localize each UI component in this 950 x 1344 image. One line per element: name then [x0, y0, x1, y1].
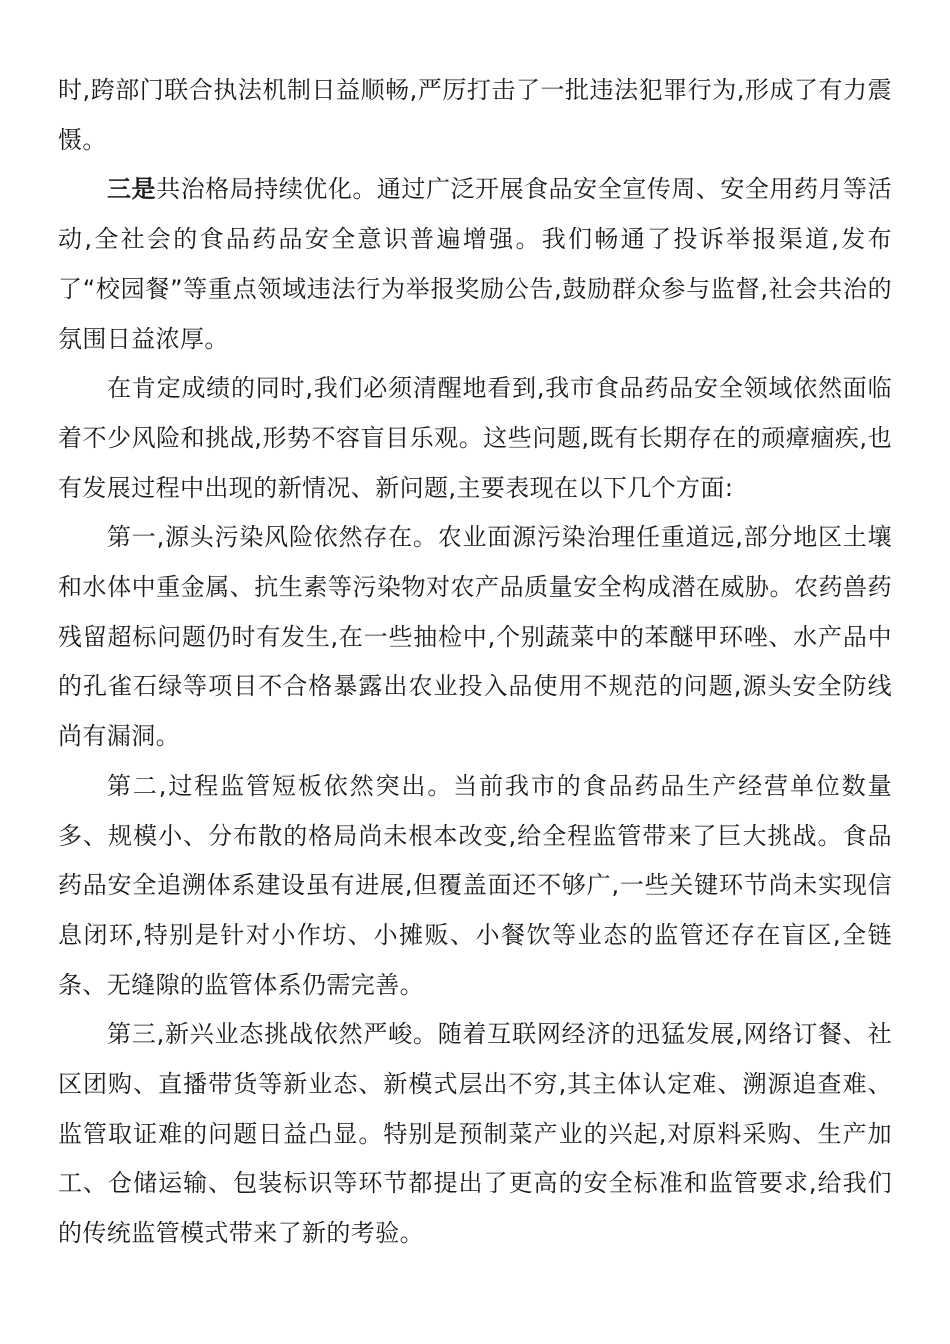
- paragraph-text: 第二,过程监管短板依然突出。当前我市的食品药品生产经营单位数量多、规模小、分布散的格局尚未根本改变,给全程监管带来了巨大挑战。食品药品安全追溯体系建设虽有进展,但覆盖面还不够广,一些关键环节尚未实现信息闭环,特别是针对小作坊、小摊贩、小餐饮等业态的监管还存在盲区,全链条、无缝隙的监管体系仍需完善。: [58, 771, 892, 999]
- paragraph-text: 第一,源头污染风险依然存在。农业面源污染治理任重道远,部分地区土壤和水体中重金属、抗生素等污染物对农产品质量安全构成潜在威胁。农药兽药残留超标问题仍时有发生,在一些抽检中,个别蔬菜中的苯醚甲环唑、水产品中的孔雀石绿等项目不合格暴露出农业投入品使用不规范的问题,源头安全防线尚有漏洞。: [58, 523, 892, 751]
- paragraph-text: 第三,新兴业态挑战依然严峻。随着互联网经济的迅猛发展,网络订餐、社区团购、直播带货等新业态、新模式层出不穷,其主体认定难、溯源追查难、监管取证难的问题日益凸显。特别是预制菜产业的兴起,对原料采购、生产加工、仓储运输、包装标识等环节都提出了更高的安全标准和监管要求,给我们的传统监管模式带来了新的考验。: [58, 1020, 892, 1248]
- paragraph-source-pollution: [58, 513, 892, 762]
- paragraph-text: 在肯定成绩的同时,我们必须清醒地看到,我市食品药品安全领域依然面临着不少风险和挑战,形势不容盲目乐观。这些问题,既有长期存在的顽瘴痼疾,也有发展过程中出现的新情况、新问题,主要表现在以下几个方面:: [58, 374, 892, 502]
- paragraph-text: 共治格局持续优化。通过广泛开展食品安全宣传周、安全用药月等活动,全社会的食品药品安全意识普遍增强。我们畅通了投诉举报渠道,发布了“校园餐”等重点领域违法行为举报奖励公告,鼓励群众参与监督,社会共治的氛围日益浓厚。: [58, 175, 892, 353]
- paragraph-challenges-intro: [58, 364, 892, 513]
- paragraph-process-supervision: [58, 762, 892, 1011]
- paragraph-new-business-forms: [58, 1010, 892, 1259]
- paragraph-continuation: [58, 66, 892, 165]
- paragraph-co-governance: [58, 165, 892, 364]
- paragraph-lead: 三是: [107, 175, 157, 204]
- paragraph-text: 时,跨部门联合执法机制日益顺畅,严厉打击了一批违法犯罪行为,形成了有力震慑。: [58, 76, 892, 154]
